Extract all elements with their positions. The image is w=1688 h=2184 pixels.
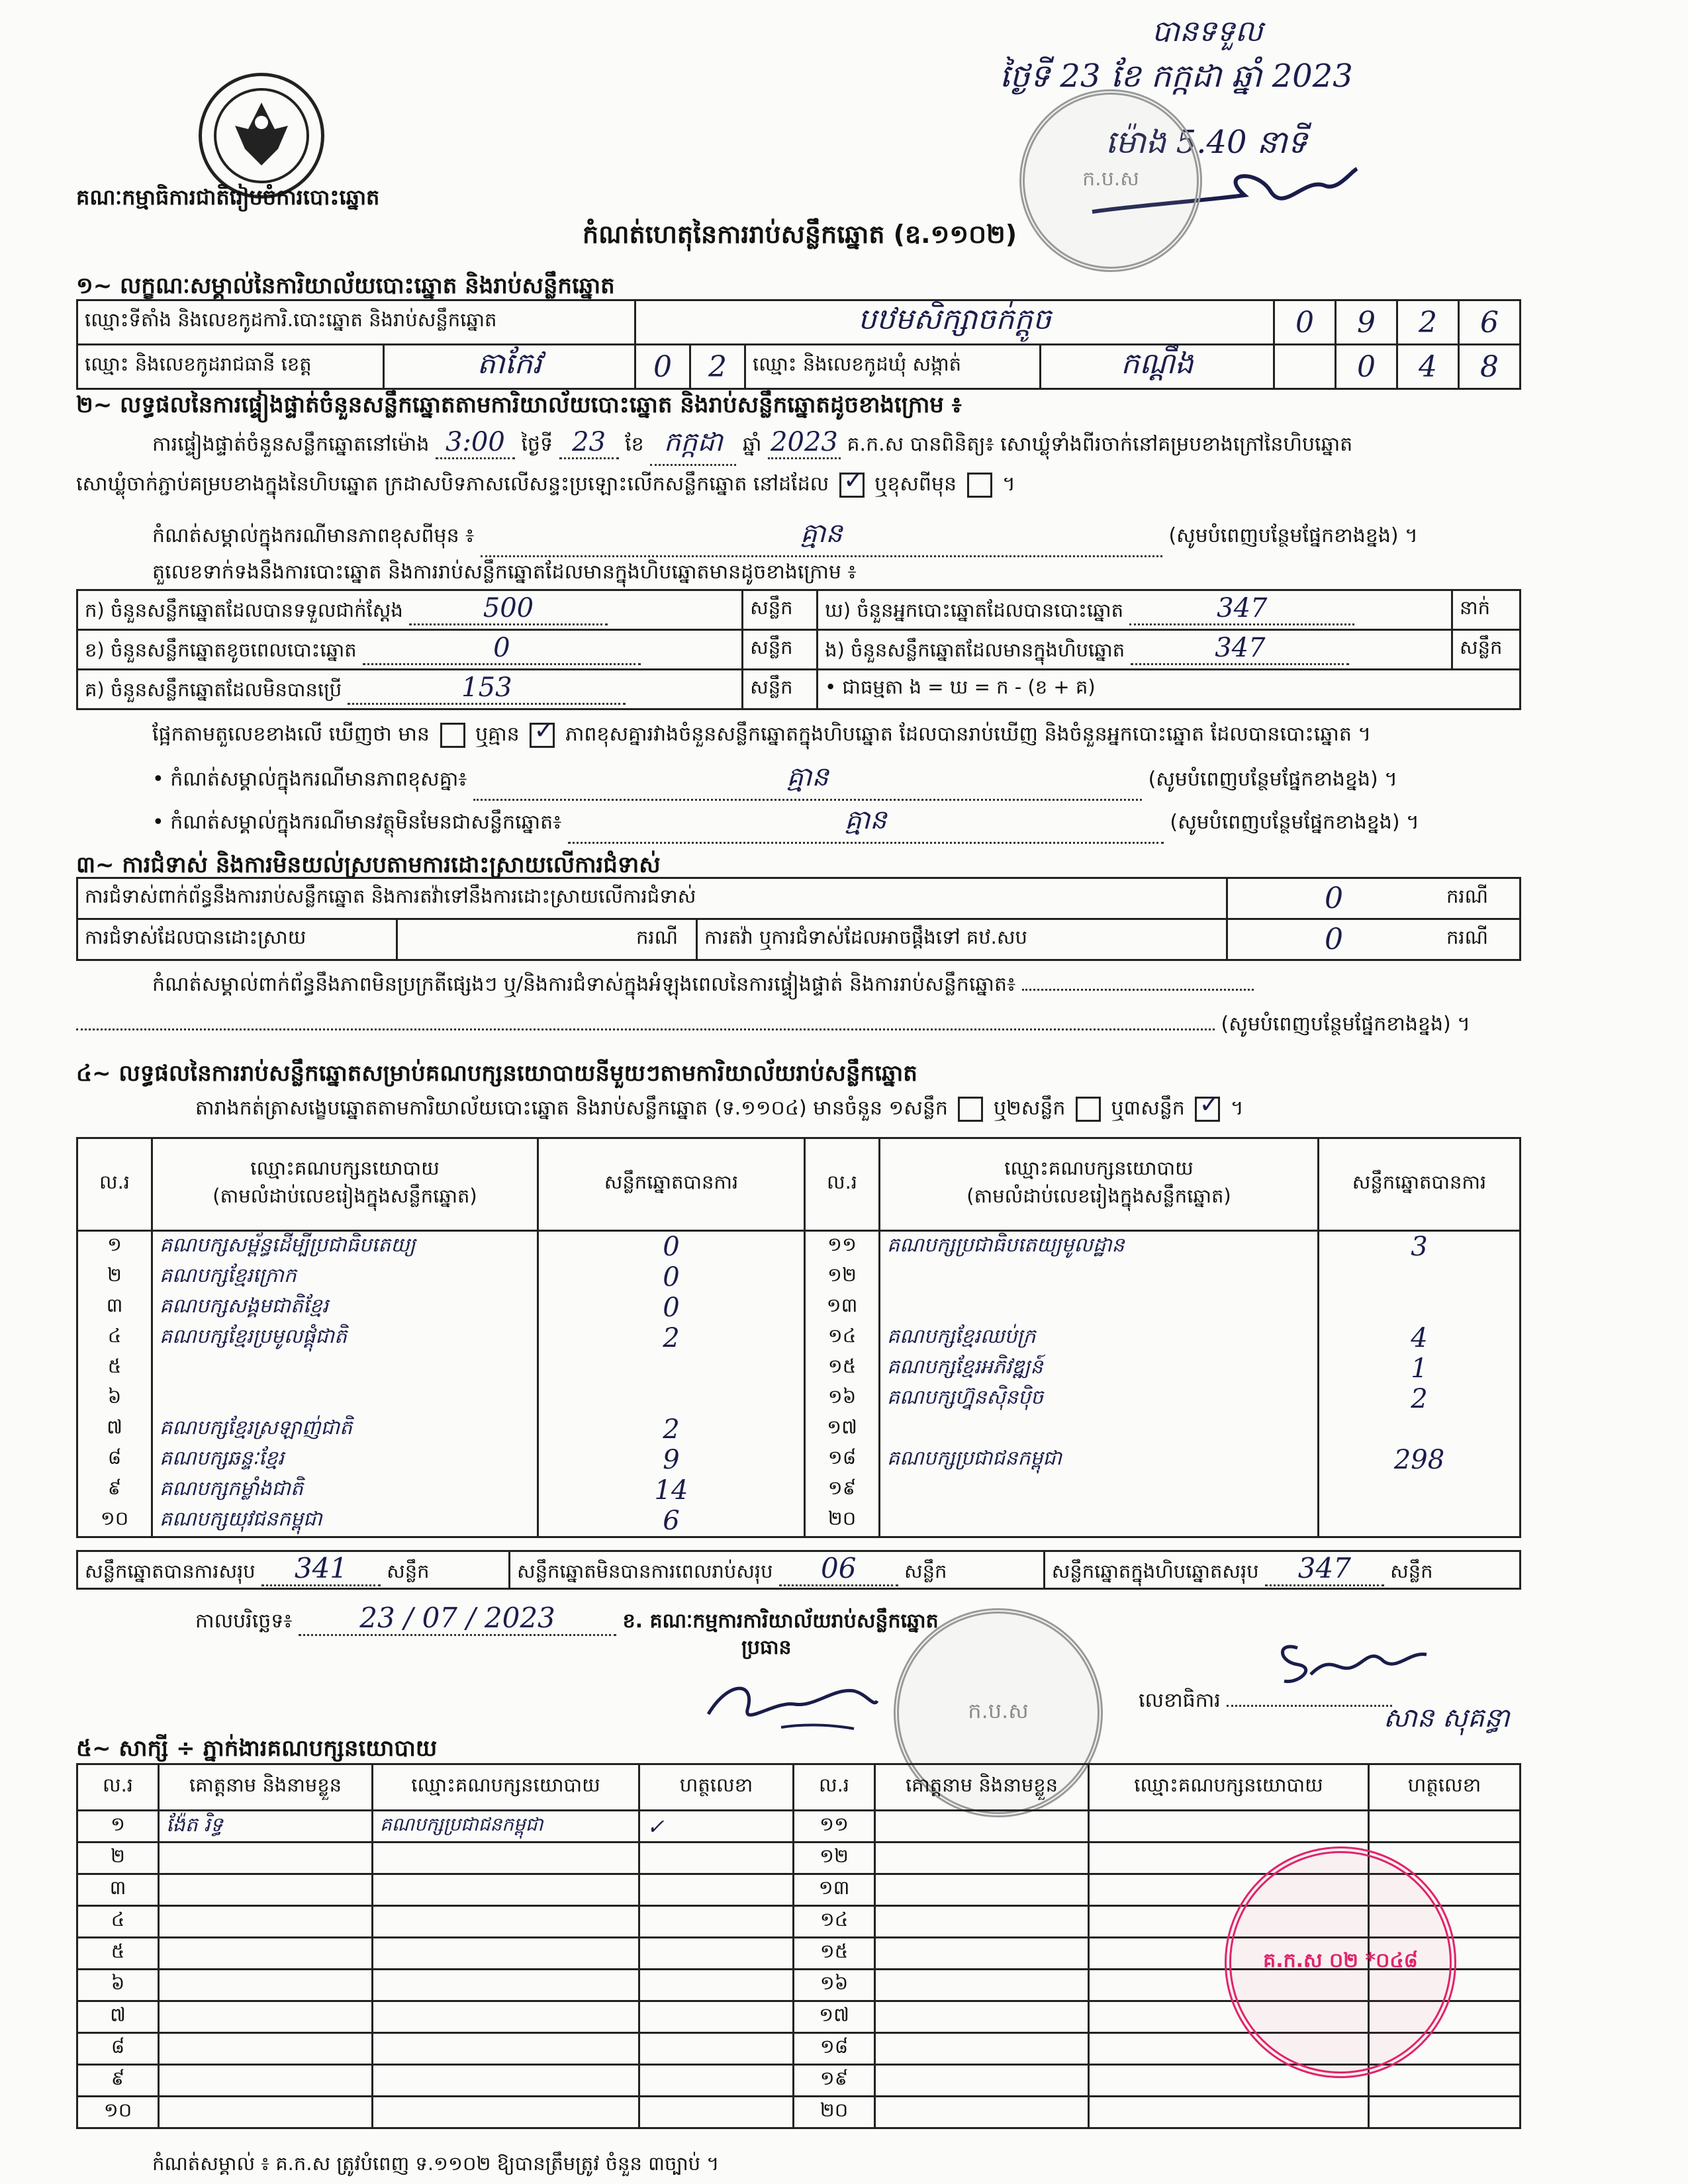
witness-no-right: ១៦ bbox=[794, 1970, 875, 2001]
witness-party-left bbox=[373, 2097, 639, 2128]
station-code-2: 9 bbox=[1336, 300, 1397, 345]
note-diff-label: កំណត់សម្គាល់ក្នុងករណីមានភាពខុសពីមុន ៖ bbox=[152, 524, 475, 547]
total-valid-value: 341 bbox=[261, 1552, 381, 1586]
count-d-unit: នាក់ bbox=[1452, 590, 1521, 630]
witness-no-left: ៧ bbox=[77, 2001, 159, 2033]
footer-note: កំណត់សម្គាល់ ៖ គ.ក.ស ត្រូវបំពេញ ទ.១១០២ ឱ្យបានត្រឹមត្រូវ ចំនួន ៣ច្បាប់ ។ bbox=[152, 2152, 720, 2175]
results-no-right: ១៥ bbox=[805, 1353, 880, 1384]
province-label: ឈ្មោះ និងលេខកូដរាជធានី ខេត្ត bbox=[78, 345, 384, 388]
count-d-label bbox=[818, 590, 1452, 630]
results-party-right: គណបក្សខ្មែរឈប់ក្រ bbox=[880, 1323, 1319, 1353]
note-mismatch-value: គ្មាន bbox=[473, 760, 1142, 801]
witness-party-right bbox=[1089, 2097, 1369, 2128]
witness-no-right: ១៩ bbox=[794, 2065, 875, 2097]
witness-col-name-left: គោត្តនាម និងនាមខ្លួន bbox=[159, 1764, 373, 1811]
two-sheets-checkbox[interactable] bbox=[1076, 1097, 1101, 1122]
witness-col-sign-right: ហត្ថលេខា bbox=[1369, 1764, 1521, 1811]
results-votes-right bbox=[1319, 1293, 1521, 1323]
witness-no-left: ៦ bbox=[77, 1970, 159, 2001]
results-no-left: ៤ bbox=[77, 1323, 152, 1353]
total-valid-label: សន្លឹកឆ្នោតបានការសរុប bbox=[85, 1560, 256, 1582]
no-diff-checkbox[interactable] bbox=[530, 723, 555, 748]
results-row bbox=[77, 1323, 1521, 1353]
results-party-right: គណបក្សខ្មែរអភិវឌ្ឍន៍ bbox=[880, 1353, 1319, 1384]
total-invalid-cell bbox=[509, 1551, 1044, 1589]
witness-sign-left bbox=[639, 2097, 794, 2128]
form-title: កំណត់ហេតុនៃការរាប់សន្លឹកឆ្នោត (ឧ.១១០២) bbox=[583, 220, 1017, 249]
results-votes-right: 4 bbox=[1319, 1323, 1521, 1353]
compare-rest: ភាពខុសគ្នារវាងចំនួនសន្លឹកឆ្នោតក្នុងហិបឆ្នោត ដែលបានរាប់ឃើញ និងចំនួនអ្នកបោះឆ្នោត ដែលបានបោះឆ្នោត ។ bbox=[565, 723, 1372, 746]
three-sheets-checkbox[interactable] bbox=[1195, 1097, 1220, 1122]
station-label: ឈ្មោះទីតាំង និងលេខកូដការិ.បោះឆ្នោត និងរាប់សន្លឹកឆ្នោត bbox=[77, 300, 635, 345]
witness-party-left bbox=[373, 1874, 639, 1906]
secretary-line bbox=[1139, 1688, 1392, 1717]
objection-row1-unit: ករណី bbox=[1440, 878, 1521, 919]
witness-sign-left bbox=[639, 1906, 794, 1938]
witness-sign-left bbox=[639, 1874, 794, 1906]
province-name: តាកែវ bbox=[477, 347, 542, 381]
witness-sign-left: ✓ bbox=[639, 1811, 794, 1843]
witness-col-no-right: ល.រ bbox=[794, 1764, 875, 1811]
results-votes-right: 1 bbox=[1319, 1353, 1521, 1384]
witness-row bbox=[77, 2097, 1521, 2128]
count-b-label bbox=[77, 630, 743, 670]
results-party-left: គណបក្សកម្លាំងជាតិ bbox=[152, 1475, 538, 1506]
or-none-label: ឬគ្មាន bbox=[475, 723, 520, 746]
witness-sign-right bbox=[1369, 2097, 1521, 2128]
results-no-right: ១៦ bbox=[805, 1384, 880, 1414]
note-foreign-value: គ្មាន bbox=[568, 803, 1164, 844]
results-votes-right bbox=[1319, 1475, 1521, 1506]
witness-name-right bbox=[875, 1970, 1089, 2001]
results-no-right: ២០ bbox=[805, 1506, 880, 1537]
count-c-value: 153 bbox=[348, 672, 626, 705]
totals-table bbox=[76, 1550, 1521, 1590]
witness-no-left: ១ bbox=[77, 1811, 159, 1843]
three-sheets-label: ឬ៣សន្លឹក bbox=[1111, 1097, 1185, 1120]
count-e-text: ង) ចំនួនសន្លឹកឆ្នោតដែលមានក្នុងហិបឆ្នោត bbox=[825, 639, 1125, 661]
compare-line bbox=[152, 721, 1371, 751]
results-col-party-right-2: (តាមលំដាប់លេខរៀងក្នុងសន្លឹកឆ្នោត) bbox=[966, 1184, 1231, 1207]
results-party-right: គណបក្សប្រជាធិបតេយ្យមូលដ្ឋាន bbox=[880, 1231, 1319, 1263]
note-foreign-fill: (សូមបំពេញបន្ថែមផ្នែកខាងខ្នង) ។ bbox=[1170, 811, 1419, 834]
results-votes-left: 2 bbox=[538, 1323, 805, 1353]
results-no-left: ៣ bbox=[77, 1293, 152, 1323]
witness-sign-left bbox=[639, 1970, 794, 2001]
commune-code-1: 0 bbox=[1336, 345, 1397, 389]
irregularity-note-label: កំណត់សម្គាល់ពាក់ព័ន្ធនឹងភាពមិនប្រក្រតីផ្សេងៗ ឬ/និងការជំទាស់ក្នុងអំឡុងពេលនៃការផ្ទៀងផ្ទាត់ និងការរាប់សន្លឹកឆ្នោត៖ bbox=[152, 973, 1016, 996]
witness-no-left: ៩ bbox=[77, 2065, 159, 2097]
count-d-text: ឃ) ចំនួនអ្នកបោះឆ្នោតដែលបានបោះឆ្នោត bbox=[825, 599, 1124, 621]
note-foreign-line bbox=[152, 803, 1419, 844]
check-line-2: សោឃ្លុំចាក់ភ្ជាប់គម្របខាងក្នុងនៃហិបឆ្នោត ក្រដាសបិទភាសលើសន្ទះប្រឡោះលើកសន្លឹកឆ្នោត នៅដដែល ✓ ឬខុសពីមុន ។ bbox=[76, 471, 1015, 500]
results-no-right: ១៤ bbox=[805, 1323, 880, 1353]
total-valid-cell bbox=[77, 1551, 510, 1589]
results-party-right bbox=[880, 1262, 1319, 1293]
total-valid-unit: សន្លឹក bbox=[387, 1560, 430, 1582]
count-b-text: ខ) ចំនួនសន្លឹកឆ្នោតខូចពេលបោះឆ្នោត bbox=[85, 639, 357, 661]
witness-no-right: ១៤ bbox=[794, 1906, 875, 1938]
section2-title: ២~ លទ្ធផលនៃការផ្ទៀងផ្ទាត់ចំនួនសន្លឹកឆ្នោតតាមការិយាល័យបោះឆ្នោត និងរាប់សន្លឹកឆ្នោតដូចខាងក្រោម ៖ bbox=[76, 392, 962, 418]
witness-party-left bbox=[373, 1843, 639, 1874]
witness-name-right bbox=[875, 1843, 1089, 1874]
witness-col-name-right: គោត្តនាម និងនាមខ្លួន bbox=[875, 1764, 1089, 1811]
witness-name-right bbox=[875, 1938, 1089, 1970]
official-stamp-center-text: ក.ប.ស bbox=[968, 1698, 1029, 1723]
station-code-3: 2 bbox=[1397, 300, 1459, 345]
witness-sign-left bbox=[639, 2033, 794, 2065]
results-no-left: ២ bbox=[77, 1262, 152, 1293]
irregularity-fill-more: (សូមបំពេញបន្ថែមផ្នែកខាងខ្នង) ។ bbox=[1221, 1013, 1470, 1036]
counts-table bbox=[76, 589, 1521, 710]
committee-name: គណៈកម្មាធិការជាតិរៀបចំការបោះឆ្នោត bbox=[76, 185, 380, 210]
results-party-left: គណបក្សខ្មែរប្រមូលផ្ដុំជាតិ bbox=[152, 1323, 538, 1353]
note-mismatch-fill: (សូមបំពេញបន្ថែមផ្នែកខាងខ្នង) ។ bbox=[1148, 768, 1398, 791]
note-diff-fill-more: (សូមបំពេញបន្ថែមផ្នែកខាងខ្នង) ។ bbox=[1168, 524, 1418, 547]
note-foreign-label: • កំណត់សម្គាល់ក្នុងករណីមានវត្ថុមិនមែនជាសន្លឹកឆ្នោត៖ bbox=[152, 811, 562, 834]
witness-no-right: ១៨ bbox=[794, 2033, 875, 2065]
witness-no-right: ១៧ bbox=[794, 2001, 875, 2033]
results-votes-left: 9 bbox=[538, 1445, 805, 1475]
total-invalid-unit: សន្លឹក bbox=[904, 1560, 947, 1582]
results-col-party-right-1: ឈ្មោះគណបក្សនយោបាយ bbox=[1004, 1156, 1194, 1179]
objections-table bbox=[76, 877, 1521, 961]
results-no-left: ១០ bbox=[77, 1506, 152, 1537]
summary-sheets-line: តារាងកត់ត្រាសង្ខេបឆ្នោតតាមការិយាល័យបោះឆ្នោត និងរាប់សន្លឹកឆ្នោត (ទ.១១០៤) មានចំនួន ១សន្លឹក ឬ២សន្លឹក ឬ៣សន្លឹក ✓ ។ bbox=[195, 1095, 1244, 1124]
chair-signature bbox=[702, 1668, 880, 1741]
count-c-text: គ) ចំនួនសន្លឹកឆ្នោតដែលមិនបានប្រើ bbox=[85, 678, 342, 701]
witness-no-left: ១០ bbox=[77, 2097, 159, 2128]
results-party-right bbox=[880, 1506, 1319, 1537]
received-stamp-text: ក.ប.ស bbox=[1082, 167, 1139, 191]
commune-label: ឈ្មោះ និងលេខកូដឃុំ សង្កាត់ bbox=[746, 345, 1041, 388]
has-diff-checkbox[interactable] bbox=[440, 723, 465, 748]
check-line-1 bbox=[152, 425, 1352, 466]
results-party-left: គណបក្សខ្មែរស្រឡាញ់ជាតិ bbox=[152, 1414, 538, 1445]
results-votes-left: 0 bbox=[538, 1262, 805, 1293]
results-no-right: ១២ bbox=[805, 1262, 880, 1293]
check-line-b: គ.ក.ស បានពិនិត្យ៖ សោឃ្លុំទាំងពីរចាក់នៅគម្របខាងក្រៅនៃហិបឆ្នោត bbox=[847, 433, 1353, 456]
results-votes-left bbox=[538, 1384, 805, 1414]
section1-title: ១~ លក្ខណៈសម្គាល់នៃការិយាល័យបោះឆ្នោត និងរាប់សន្លឹកឆ្នោត bbox=[76, 273, 615, 299]
made-on-label: កាលបរិច្ឆេទ៖ bbox=[195, 1610, 293, 1633]
results-party-left: គណបក្សខ្មែរក្រោក bbox=[152, 1262, 538, 1293]
witness-no-right: ២០ bbox=[794, 2097, 875, 2128]
intro-counts: តួលេខទាក់ទងនឹងការបោះឆ្នោត និងការរាប់សន្លឹកឆ្នោតដែលមានក្នុងហិបឆ្នោតមានដូចខាងក្រោម ៖ bbox=[152, 561, 857, 584]
count-c-unit: សន្លឹក bbox=[743, 670, 818, 709]
note-mismatch-label: • កំណត់សម្គាល់ក្នុងករណីមានភាពខុសគ្នា៖ bbox=[152, 768, 467, 791]
results-votes-right bbox=[1319, 1506, 1521, 1537]
witness-row bbox=[77, 1811, 1521, 1843]
commune-name: កណ្ដឹង bbox=[1121, 347, 1194, 381]
results-votes-left: 14 bbox=[538, 1475, 805, 1506]
made-on-date: 23 / 07 / 2023 bbox=[299, 1602, 616, 1636]
objection-row2-label: ការជំទាស់ដែលបានដោះស្រាយ bbox=[77, 919, 397, 960]
witness-name-left bbox=[159, 1938, 373, 1970]
one-sheet-checkbox[interactable] bbox=[958, 1097, 983, 1122]
witness-no-left: ៣ bbox=[77, 1874, 159, 1906]
results-no-left: ៧ bbox=[77, 1414, 152, 1445]
results-row bbox=[77, 1353, 1521, 1384]
secretary-label: លេខាធិការ bbox=[1139, 1689, 1221, 1712]
received-label: បានទទួល bbox=[1152, 15, 1263, 48]
witness-col-no-left: ល.រ bbox=[77, 1764, 159, 1811]
witness-party-left bbox=[373, 1970, 639, 2001]
results-col-party-left-1: ឈ្មោះគណបក្សនយោបាយ bbox=[250, 1156, 440, 1179]
witness-sign-left bbox=[639, 1938, 794, 1970]
witness-party-right bbox=[1089, 1811, 1369, 1843]
results-party-left: គណបក្សឆន្ទៈខ្មែរ bbox=[152, 1445, 538, 1475]
results-votes-right bbox=[1319, 1414, 1521, 1445]
count-a-unit: សន្លឹក bbox=[743, 590, 818, 630]
results-no-right: ១១ bbox=[805, 1231, 880, 1263]
witness-name-left bbox=[159, 2033, 373, 2065]
note-diff-value: គ្មាន bbox=[481, 516, 1162, 557]
witness-name-left bbox=[159, 2065, 373, 2097]
received-date: ថ្ងៃទី 23 ខែ កក្កដា ឆ្នាំ 2023 bbox=[1000, 58, 1353, 95]
witness-name-left: ង៉ែត រិទ្ធ bbox=[159, 1811, 373, 1843]
results-col-party-right bbox=[880, 1138, 1319, 1231]
witness-name-right bbox=[875, 2065, 1089, 2097]
witness-name-left bbox=[159, 1874, 373, 1906]
check-line-c: សោឃ្លុំចាក់ភ្ជាប់គម្របខាងក្នុងនៃហិបឆ្នោត ក្រដាសបិទភាសលើសន្ទះប្រឡោះលើកសន្លឹកឆ្នោត នៅដដែល bbox=[76, 473, 829, 496]
commune-code-2: 4 bbox=[1397, 345, 1459, 389]
received-stamp bbox=[1019, 89, 1202, 272]
month-label: ខែ bbox=[625, 433, 644, 456]
count-e-unit: សន្លឹក bbox=[1452, 630, 1521, 670]
compare-text: ផ្អែកតាមតួលេខខាងលើ ឃើញថា មាន bbox=[152, 723, 430, 746]
section1-table bbox=[76, 299, 1521, 390]
witness-name-right bbox=[875, 1811, 1089, 1843]
province-code-1: 0 bbox=[635, 345, 690, 389]
check-year: 2023 bbox=[768, 427, 841, 459]
results-party-left bbox=[152, 1384, 538, 1414]
note-mismatch-line bbox=[152, 760, 1397, 801]
results-votes-right bbox=[1319, 1262, 1521, 1293]
station-code-4: 6 bbox=[1459, 300, 1521, 345]
witness-sign-left bbox=[639, 1843, 794, 1874]
witness-party-left bbox=[373, 1906, 639, 1938]
section3-title: ៣~ ការជំទាស់ និងការមិនយល់ស្របតាមការដោះស្រាយលើការជំទាស់ bbox=[76, 852, 661, 878]
irregularity-note-line2 bbox=[76, 1011, 1470, 1040]
witness-party-left bbox=[373, 2065, 639, 2097]
total-invalid-label: សន្លឹកឆ្នោតមិនបានការពេលរាប់សរុប bbox=[516, 1560, 773, 1582]
secretary-signature bbox=[1271, 1635, 1430, 1688]
witness-col-sign-left: ហត្ថលេខា bbox=[639, 1764, 794, 1811]
or-different-label: ឬខុសពីមុន bbox=[874, 473, 957, 496]
witness-col-party-right: ឈ្មោះគណបក្សនយោបាយ bbox=[1089, 1764, 1369, 1811]
witness-no-left: ២ bbox=[77, 1843, 159, 1874]
objection-row2-value bbox=[397, 919, 630, 960]
objection-row1-label: ការជំទាស់ពាក់ព័ន្ធនឹងការរាប់សន្លឹកឆ្នោត និងការតវ៉ាទៅនឹងការដោះស្រាយលើការជំទាស់ bbox=[77, 878, 1227, 919]
section4-title: ៤~ លទ្ធផលនៃការរាប់សន្លឹកឆ្នោតសម្រាប់គណបក្សនយោបាយនីមួយៗតាមការិយាល័យរាប់សន្លឹកឆ្នោត bbox=[76, 1060, 917, 1087]
results-party-left: គណបក្សសម្ព័ន្ធដើម្បីប្រជាធិបតេយ្យ bbox=[152, 1231, 538, 1263]
secretary-name: សាន សុគន្ធា bbox=[1383, 1703, 1510, 1733]
check-line-a: ការផ្ទៀងផ្ទាត់ចំនួនសន្លឹកឆ្នោតនៅម៉ោង bbox=[152, 433, 430, 456]
station-name: បឋមសិក្សាចក់ក្តូច bbox=[635, 300, 1274, 345]
check-time: 3:00 bbox=[436, 427, 515, 459]
results-party-right: គណបក្សហ្វ៊ុនស៊ិនប៉ិច bbox=[880, 1384, 1319, 1414]
witness-sign-right bbox=[1369, 2065, 1521, 2097]
objection-appeal-label: ការតវ៉ា ឬការជំទាស់ដែលអាចផ្ដឹងទៅ គឋ.សប bbox=[697, 919, 1227, 960]
results-col-votes-left: សន្លឹកឆ្នោតបានការ bbox=[538, 1138, 805, 1231]
results-no-right: ១៧ bbox=[805, 1414, 880, 1445]
witness-sign-left bbox=[639, 2001, 794, 2033]
same-checkbox[interactable] bbox=[839, 473, 865, 498]
results-votes-left: 2 bbox=[538, 1414, 805, 1445]
commune-code-3: 8 bbox=[1459, 345, 1521, 389]
results-row bbox=[77, 1384, 1521, 1414]
witness-party-left bbox=[373, 1938, 639, 1970]
witness-name-left bbox=[159, 1843, 373, 1874]
irregularity-note-line bbox=[152, 972, 1254, 1001]
province-code-2: 2 bbox=[690, 345, 745, 389]
committee-emblem bbox=[199, 73, 324, 199]
count-e-value: 347 bbox=[1131, 633, 1349, 665]
station-code-1: 0 bbox=[1274, 300, 1336, 345]
results-row bbox=[77, 1231, 1521, 1263]
results-no-left: ៦ bbox=[77, 1384, 152, 1414]
year-label: ឆ្នាំ bbox=[742, 433, 762, 456]
witness-name-left bbox=[159, 2001, 373, 2033]
received-time: ម៉ោង 5.40 នាទី bbox=[1105, 124, 1307, 161]
results-row bbox=[77, 1262, 1521, 1293]
results-no-left: ៥ bbox=[77, 1353, 152, 1384]
different-checkbox[interactable] bbox=[967, 473, 992, 498]
witness-no-right: ១៥ bbox=[794, 1938, 875, 1970]
results-party-left bbox=[152, 1353, 538, 1384]
witness-no-right: ១២ bbox=[794, 1843, 875, 1874]
witness-no-left: ៨ bbox=[77, 2033, 159, 2065]
results-col-no-right: ល.រ bbox=[805, 1138, 880, 1231]
results-col-party-left-2: (តាមលំដាប់លេខរៀងក្នុងសន្លឹកឆ្នោត) bbox=[212, 1184, 477, 1207]
witness-name-right bbox=[875, 2001, 1089, 2033]
witness-name-right bbox=[875, 1874, 1089, 1906]
total-box-unit: សន្លឹក bbox=[1390, 1560, 1433, 1582]
results-col-votes-right: សន្លឹកឆ្នោតបានការ bbox=[1319, 1138, 1521, 1231]
count-a-value: 500 bbox=[409, 593, 608, 625]
count-b-unit: សន្លឹក bbox=[743, 630, 818, 670]
made-on-line bbox=[195, 1602, 939, 1637]
results-votes-right: 298 bbox=[1319, 1445, 1521, 1475]
witness-name-left bbox=[159, 1906, 373, 1938]
results-no-left: ១ bbox=[77, 1231, 152, 1263]
total-box-label: សន្លឹកឆ្នោតក្នុងហិបឆ្នោតសរុប bbox=[1051, 1560, 1259, 1582]
count-c-label bbox=[77, 670, 743, 709]
witness-no-left: ៤ bbox=[77, 1906, 159, 1938]
count-a-label bbox=[77, 590, 743, 630]
count-d-value: 347 bbox=[1129, 593, 1354, 625]
objection-appeal-value: 0 bbox=[1227, 919, 1440, 960]
two-sheets-label: ឬ២សន្លឹក bbox=[994, 1097, 1066, 1120]
results-party-left: គណបក្សសង្គមជាតិខ្មែរ bbox=[152, 1293, 538, 1323]
count-b-value: 0 bbox=[363, 633, 641, 665]
red-seal-text: គ.ក.ស ០២ *០៤៨ bbox=[1263, 1949, 1418, 1972]
witness-col-party-left: ឈ្មោះគណបក្សនយោបាយ bbox=[373, 1764, 639, 1811]
count-a-text: ក) ចំនួនសន្លឹកឆ្នោតដែលបានទទួលជាក់ស្ដែង bbox=[85, 599, 403, 621]
results-votes-right: 2 bbox=[1319, 1384, 1521, 1414]
witness-party-left: គណបក្សប្រជាជនកម្ពុជា bbox=[373, 1811, 639, 1843]
witness-no-right: ១៣ bbox=[794, 1874, 875, 1906]
witness-name-right bbox=[875, 1906, 1089, 1938]
witness-no-right: ១១ bbox=[794, 1811, 875, 1843]
results-row bbox=[77, 1293, 1521, 1323]
results-no-right: ១៣ bbox=[805, 1293, 880, 1323]
results-no-right: ១៩ bbox=[805, 1475, 880, 1506]
results-votes-left: 0 bbox=[538, 1231, 805, 1263]
witness-name-left bbox=[159, 2097, 373, 2128]
results-no-left: ៨ bbox=[77, 1445, 152, 1475]
results-votes-left: 0 bbox=[538, 1293, 805, 1323]
section5-title: ៥~ សាក្សី ÷ ភ្នាក់ងារគណបក្សនយោបាយ bbox=[76, 1735, 438, 1762]
results-party-right bbox=[880, 1475, 1319, 1506]
witness-sign-right bbox=[1369, 1811, 1521, 1843]
red-official-seal bbox=[1225, 1846, 1456, 2078]
results-votes-right: 3 bbox=[1319, 1231, 1521, 1263]
objection-row2-unit: ករណី bbox=[630, 919, 697, 960]
check-day: 23 bbox=[559, 427, 619, 459]
objection-row1-value: 0 bbox=[1227, 878, 1440, 919]
results-row bbox=[77, 1414, 1521, 1445]
summary-sheets-text: តារាងកត់ត្រាសង្ខេបឆ្នោតតាមការិយាល័យបោះឆ្នោត និងរាប់សន្លឹកឆ្នោត (ទ.១១០៤) មានចំនួន ១សន្លឹក bbox=[195, 1097, 948, 1120]
results-no-right: ១៨ bbox=[805, 1445, 880, 1475]
witness-sign-left bbox=[639, 2065, 794, 2097]
party-results-table bbox=[76, 1137, 1521, 1538]
results-votes-left: 6 bbox=[538, 1506, 805, 1537]
witness-party-left bbox=[373, 2001, 639, 2033]
witness-name-right bbox=[875, 2033, 1089, 2065]
check-month: កក្កដា bbox=[650, 425, 736, 466]
objection-appeal-unit: ករណី bbox=[1440, 919, 1521, 960]
witness-name-right bbox=[875, 2097, 1089, 2128]
results-row bbox=[77, 1475, 1521, 1506]
results-party-left: គណបក្សយុវជនកម្ពុជា bbox=[152, 1506, 538, 1537]
chair-label: ប្រធាន bbox=[741, 1636, 792, 1659]
note-diff-line bbox=[152, 516, 1418, 557]
results-col-no-left: ល.រ bbox=[77, 1138, 152, 1231]
results-row bbox=[77, 1445, 1521, 1475]
results-party-right: គណបក្សប្រជាជនកម្ពុជា bbox=[880, 1445, 1319, 1475]
results-party-right bbox=[880, 1293, 1319, 1323]
results-votes-left bbox=[538, 1353, 805, 1384]
results-no-left: ៩ bbox=[77, 1475, 152, 1506]
made-by: ខ. គណៈកម្មការការិយាល័យរាប់សន្លឹកឆ្នោត bbox=[622, 1610, 939, 1633]
witness-party-left bbox=[373, 2033, 639, 2065]
day-label: ថ្ងៃទី bbox=[521, 433, 553, 456]
total-box-cell bbox=[1044, 1551, 1520, 1589]
witness-name-left bbox=[159, 1970, 373, 2001]
emblem-icon bbox=[202, 76, 321, 195]
witness-no-left: ៥ bbox=[77, 1938, 159, 1970]
results-party-right bbox=[880, 1414, 1319, 1445]
count-e-label bbox=[818, 630, 1452, 670]
results-row bbox=[77, 1506, 1521, 1537]
total-box-value: 347 bbox=[1265, 1552, 1384, 1586]
formula-note: • ជាធម្មតា ង = ឃ = ក - (ខ + គ) bbox=[818, 670, 1521, 709]
results-col-party-left bbox=[152, 1138, 538, 1231]
total-invalid-value: 06 bbox=[779, 1552, 898, 1586]
